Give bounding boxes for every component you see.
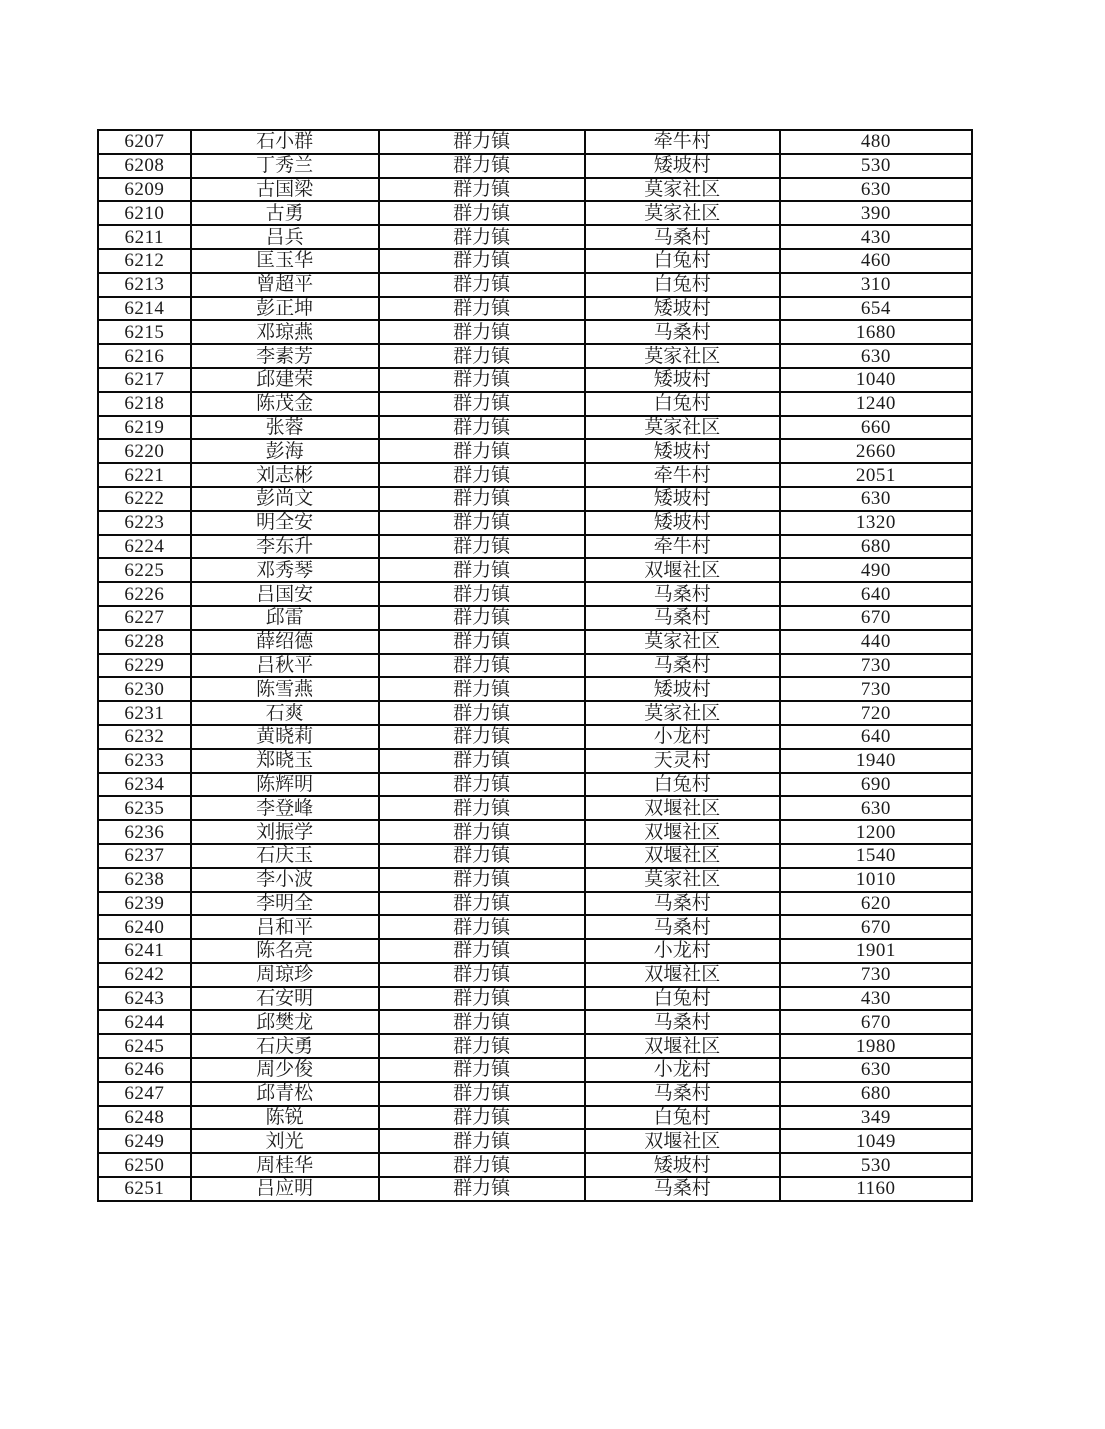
cell-town: 群力镇 — [379, 154, 585, 178]
cell-village: 白兔村 — [585, 249, 780, 273]
cell-value: 1940 — [780, 749, 972, 773]
cell-value: 660 — [780, 416, 972, 440]
table-row — [98, 1010, 972, 1034]
cell-id: 6208 — [98, 154, 191, 178]
cell-town: 群力镇 — [379, 1010, 585, 1034]
cell-id: 6216 — [98, 344, 191, 368]
cell-name: 石爽 — [191, 701, 379, 725]
cell-name: 黄晓莉 — [191, 725, 379, 749]
table-row — [98, 1153, 972, 1177]
cell-village: 马桑村 — [585, 1082, 780, 1106]
cell-value: 430 — [780, 225, 972, 249]
cell-value: 1049 — [780, 1129, 972, 1153]
cell-town: 群力镇 — [379, 868, 585, 892]
cell-village: 小龙村 — [585, 939, 780, 963]
cell-name: 邱青松 — [191, 1082, 379, 1106]
table-row — [98, 368, 972, 392]
cell-name: 丁秀兰 — [191, 154, 379, 178]
cell-value: 530 — [780, 1153, 972, 1177]
cell-name: 陈辉明 — [191, 773, 379, 797]
cell-village: 矮坡村 — [585, 487, 780, 511]
cell-town: 群力镇 — [379, 344, 585, 368]
cell-value: 630 — [780, 344, 972, 368]
table-row — [98, 273, 972, 297]
cell-value: 1040 — [780, 368, 972, 392]
table-row — [98, 606, 972, 630]
cell-town: 群力镇 — [379, 1153, 585, 1177]
cell-value: 430 — [780, 987, 972, 1011]
cell-town: 群力镇 — [379, 1177, 585, 1201]
cell-id: 6241 — [98, 939, 191, 963]
cell-village: 马桑村 — [585, 892, 780, 916]
cell-town: 群力镇 — [379, 320, 585, 344]
cell-name: 古勇 — [191, 201, 379, 225]
cell-town: 群力镇 — [379, 915, 585, 939]
cell-name: 彭尚文 — [191, 487, 379, 511]
cell-id: 6226 — [98, 582, 191, 606]
cell-value: 630 — [780, 178, 972, 202]
cell-name: 彭海 — [191, 439, 379, 463]
cell-name: 李素芳 — [191, 344, 379, 368]
cell-name: 古国梁 — [191, 178, 379, 202]
table-row — [98, 915, 972, 939]
table-row — [98, 344, 972, 368]
cell-id: 6232 — [98, 725, 191, 749]
cell-town: 群力镇 — [379, 416, 585, 440]
cell-village: 牵牛村 — [585, 130, 780, 154]
cell-id: 6245 — [98, 1034, 191, 1058]
cell-name: 邓琼燕 — [191, 320, 379, 344]
cell-town: 群力镇 — [379, 654, 585, 678]
cell-id: 6210 — [98, 201, 191, 225]
table-row — [98, 558, 972, 582]
cell-id: 6209 — [98, 178, 191, 202]
cell-village: 马桑村 — [585, 1177, 780, 1201]
table-row — [98, 1034, 972, 1058]
cell-village: 白兔村 — [585, 273, 780, 297]
table-row — [98, 463, 972, 487]
cell-name: 陈雪燕 — [191, 677, 379, 701]
table-row — [98, 178, 972, 202]
cell-value: 680 — [780, 535, 972, 559]
cell-village: 牵牛村 — [585, 535, 780, 559]
cell-village: 双堰社区 — [585, 1129, 780, 1153]
cell-town: 群力镇 — [379, 606, 585, 630]
cell-id: 6244 — [98, 1010, 191, 1034]
cell-value: 2660 — [780, 439, 972, 463]
cell-name: 吕和平 — [191, 915, 379, 939]
cell-name: 李明全 — [191, 892, 379, 916]
cell-village: 白兔村 — [585, 1106, 780, 1130]
cell-town: 群力镇 — [379, 1058, 585, 1082]
cell-village: 莫家社区 — [585, 630, 780, 654]
cell-village: 双堰社区 — [585, 796, 780, 820]
cell-village: 双堰社区 — [585, 844, 780, 868]
cell-id: 6217 — [98, 368, 191, 392]
table-row — [98, 701, 972, 725]
table-row — [98, 939, 972, 963]
cell-id: 6233 — [98, 749, 191, 773]
cell-id: 6211 — [98, 225, 191, 249]
cell-town: 群力镇 — [379, 963, 585, 987]
cell-town: 群力镇 — [379, 796, 585, 820]
cell-town: 群力镇 — [379, 463, 585, 487]
cell-name: 李东升 — [191, 535, 379, 559]
cell-name: 明全安 — [191, 511, 379, 535]
table-row — [98, 392, 972, 416]
table-row — [98, 963, 972, 987]
cell-name: 陈名亮 — [191, 939, 379, 963]
cell-village: 马桑村 — [585, 606, 780, 630]
cell-value: 630 — [780, 487, 972, 511]
cell-town: 群力镇 — [379, 820, 585, 844]
cell-town: 群力镇 — [379, 511, 585, 535]
cell-name: 石庆勇 — [191, 1034, 379, 1058]
cell-id: 6213 — [98, 273, 191, 297]
cell-id: 6230 — [98, 677, 191, 701]
cell-id: 6239 — [98, 892, 191, 916]
cell-town: 群力镇 — [379, 677, 585, 701]
cell-town: 群力镇 — [379, 178, 585, 202]
table-row — [98, 511, 972, 535]
cell-name: 刘志彬 — [191, 463, 379, 487]
cell-town: 群力镇 — [379, 201, 585, 225]
cell-town: 群力镇 — [379, 225, 585, 249]
cell-id: 6237 — [98, 844, 191, 868]
cell-town: 群力镇 — [379, 1106, 585, 1130]
cell-value: 440 — [780, 630, 972, 654]
cell-name: 邱雷 — [191, 606, 379, 630]
cell-value: 1240 — [780, 392, 972, 416]
table-row — [98, 1058, 972, 1082]
cell-id: 6234 — [98, 773, 191, 797]
cell-value: 730 — [780, 963, 972, 987]
cell-name: 周少俊 — [191, 1058, 379, 1082]
table-row — [98, 225, 972, 249]
table-row — [98, 1177, 972, 1201]
cell-value: 530 — [780, 154, 972, 178]
table-row — [98, 1106, 972, 1130]
cell-id: 6247 — [98, 1082, 191, 1106]
cell-name: 曾超平 — [191, 273, 379, 297]
table-row — [98, 130, 972, 154]
cell-value: 390 — [780, 201, 972, 225]
cell-value: 730 — [780, 654, 972, 678]
table-row — [98, 249, 972, 273]
cell-name: 吕应明 — [191, 1177, 379, 1201]
cell-id: 6207 — [98, 130, 191, 154]
cell-village: 矮坡村 — [585, 677, 780, 701]
cell-town: 群力镇 — [379, 1129, 585, 1153]
cell-value: 310 — [780, 273, 972, 297]
cell-id: 6235 — [98, 796, 191, 820]
cell-value: 620 — [780, 892, 972, 916]
cell-village: 马桑村 — [585, 320, 780, 344]
cell-town: 群力镇 — [379, 987, 585, 1011]
cell-id: 6248 — [98, 1106, 191, 1130]
cell-name: 石庆玉 — [191, 844, 379, 868]
cell-id: 6225 — [98, 558, 191, 582]
cell-town: 群力镇 — [379, 844, 585, 868]
cell-village: 莫家社区 — [585, 701, 780, 725]
cell-value: 720 — [780, 701, 972, 725]
table-row — [98, 439, 972, 463]
cell-id: 6221 — [98, 463, 191, 487]
cell-name: 彭正坤 — [191, 297, 379, 321]
cell-town: 群力镇 — [379, 535, 585, 559]
cell-id: 6240 — [98, 915, 191, 939]
cell-value: 460 — [780, 249, 972, 273]
cell-village: 白兔村 — [585, 392, 780, 416]
cell-id: 6220 — [98, 439, 191, 463]
cell-name: 邱樊龙 — [191, 1010, 379, 1034]
cell-value: 640 — [780, 582, 972, 606]
cell-town: 群力镇 — [379, 439, 585, 463]
cell-village: 小龙村 — [585, 1058, 780, 1082]
cell-id: 6212 — [98, 249, 191, 273]
cell-id: 6214 — [98, 297, 191, 321]
cell-village: 双堰社区 — [585, 1034, 780, 1058]
cell-value: 1200 — [780, 820, 972, 844]
table-row — [98, 796, 972, 820]
table-row — [98, 416, 972, 440]
table-row — [98, 535, 972, 559]
cell-town: 群力镇 — [379, 773, 585, 797]
cell-village: 莫家社区 — [585, 416, 780, 440]
cell-id: 6231 — [98, 701, 191, 725]
cell-village: 矮坡村 — [585, 511, 780, 535]
cell-village: 莫家社区 — [585, 344, 780, 368]
cell-name: 李登峰 — [191, 796, 379, 820]
table-row — [98, 749, 972, 773]
table-row — [98, 725, 972, 749]
cell-village: 马桑村 — [585, 915, 780, 939]
cell-value: 1160 — [780, 1177, 972, 1201]
cell-id: 6246 — [98, 1058, 191, 1082]
cell-value: 680 — [780, 1082, 972, 1106]
cell-name: 陈锐 — [191, 1106, 379, 1130]
cell-value: 1320 — [780, 511, 972, 535]
cell-value: 640 — [780, 725, 972, 749]
cell-town: 群力镇 — [379, 392, 585, 416]
cell-id: 6250 — [98, 1153, 191, 1177]
cell-town: 群力镇 — [379, 701, 585, 725]
cell-village: 矮坡村 — [585, 368, 780, 392]
cell-id: 6238 — [98, 868, 191, 892]
table-row — [98, 297, 972, 321]
cell-village: 莫家社区 — [585, 201, 780, 225]
cell-village: 马桑村 — [585, 225, 780, 249]
table-row — [98, 844, 972, 868]
cell-name: 刘光 — [191, 1129, 379, 1153]
cell-name: 石小群 — [191, 130, 379, 154]
cell-village: 马桑村 — [585, 654, 780, 678]
cell-value: 730 — [780, 677, 972, 701]
cell-id: 6222 — [98, 487, 191, 511]
cell-town: 群力镇 — [379, 892, 585, 916]
cell-town: 群力镇 — [379, 273, 585, 297]
cell-name: 邱建荣 — [191, 368, 379, 392]
table-row — [98, 582, 972, 606]
cell-town: 群力镇 — [379, 630, 585, 654]
cell-id: 6251 — [98, 1177, 191, 1201]
cell-name: 张蓉 — [191, 416, 379, 440]
cell-town: 群力镇 — [379, 249, 585, 273]
cell-value: 670 — [780, 606, 972, 630]
cell-village: 小龙村 — [585, 725, 780, 749]
cell-town: 群力镇 — [379, 368, 585, 392]
cell-name: 吕国安 — [191, 582, 379, 606]
cell-name: 石安明 — [191, 987, 379, 1011]
table-row — [98, 1082, 972, 1106]
cell-id: 6223 — [98, 511, 191, 535]
cell-village: 矮坡村 — [585, 154, 780, 178]
cell-id: 6215 — [98, 320, 191, 344]
cell-name: 郑晓玉 — [191, 749, 379, 773]
cell-id: 6224 — [98, 535, 191, 559]
table-row — [98, 820, 972, 844]
cell-value: 2051 — [780, 463, 972, 487]
table-row — [98, 201, 972, 225]
cell-name: 薛绍德 — [191, 630, 379, 654]
cell-village: 天灵村 — [585, 749, 780, 773]
cell-value: 480 — [780, 130, 972, 154]
cell-value: 490 — [780, 558, 972, 582]
cell-value: 630 — [780, 796, 972, 820]
cell-name: 刘振学 — [191, 820, 379, 844]
cell-name: 陈茂金 — [191, 392, 379, 416]
cell-village: 莫家社区 — [585, 868, 780, 892]
cell-town: 群力镇 — [379, 1034, 585, 1058]
cell-value: 1901 — [780, 939, 972, 963]
table-row — [98, 154, 972, 178]
cell-village: 牵牛村 — [585, 463, 780, 487]
cell-value: 690 — [780, 773, 972, 797]
cell-value: 670 — [780, 915, 972, 939]
cell-name: 周桂华 — [191, 1153, 379, 1177]
cell-value: 1980 — [780, 1034, 972, 1058]
cell-village: 莫家社区 — [585, 178, 780, 202]
cell-id: 6219 — [98, 416, 191, 440]
table-row — [98, 320, 972, 344]
cell-id: 6242 — [98, 963, 191, 987]
table-row — [98, 987, 972, 1011]
cell-village: 白兔村 — [585, 987, 780, 1011]
table-row — [98, 677, 972, 701]
cell-value: 1540 — [780, 844, 972, 868]
cell-value: 1680 — [780, 320, 972, 344]
cell-village: 双堰社区 — [585, 820, 780, 844]
table-row — [98, 892, 972, 916]
cell-town: 群力镇 — [379, 487, 585, 511]
table-row — [98, 773, 972, 797]
cell-town: 群力镇 — [379, 297, 585, 321]
cell-town: 群力镇 — [379, 582, 585, 606]
cell-town: 群力镇 — [379, 725, 585, 749]
cell-village: 白兔村 — [585, 773, 780, 797]
cell-value: 670 — [780, 1010, 972, 1034]
cell-name: 李小波 — [191, 868, 379, 892]
cell-id: 6228 — [98, 630, 191, 654]
cell-name: 邓秀琴 — [191, 558, 379, 582]
table-row — [98, 654, 972, 678]
table-body — [98, 130, 972, 1201]
cell-value: 630 — [780, 1058, 972, 1082]
cell-name: 匡玉华 — [191, 249, 379, 273]
table-row — [98, 487, 972, 511]
cell-value: 654 — [780, 297, 972, 321]
cell-name: 吕秋平 — [191, 654, 379, 678]
cell-value: 1010 — [780, 868, 972, 892]
cell-town: 群力镇 — [379, 1082, 585, 1106]
table-row — [98, 630, 972, 654]
cell-name: 周琼珍 — [191, 963, 379, 987]
cell-village: 双堰社区 — [585, 558, 780, 582]
cell-value: 349 — [780, 1106, 972, 1130]
cell-id: 6249 — [98, 1129, 191, 1153]
cell-village: 马桑村 — [585, 582, 780, 606]
table-row — [98, 868, 972, 892]
cell-name: 吕兵 — [191, 225, 379, 249]
cell-id: 6243 — [98, 987, 191, 1011]
cell-town: 群力镇 — [379, 939, 585, 963]
table-row — [98, 1129, 972, 1153]
cell-village: 双堰社区 — [585, 963, 780, 987]
cell-id: 6227 — [98, 606, 191, 630]
cell-village: 矮坡村 — [585, 297, 780, 321]
cell-village: 矮坡村 — [585, 1153, 780, 1177]
cell-village: 矮坡村 — [585, 439, 780, 463]
cell-town: 群力镇 — [379, 558, 585, 582]
cell-village: 马桑村 — [585, 1010, 780, 1034]
roster-table — [97, 129, 973, 1202]
cell-town: 群力镇 — [379, 749, 585, 773]
cell-id: 6218 — [98, 392, 191, 416]
cell-id: 6229 — [98, 654, 191, 678]
cell-id: 6236 — [98, 820, 191, 844]
cell-town: 群力镇 — [379, 130, 585, 154]
